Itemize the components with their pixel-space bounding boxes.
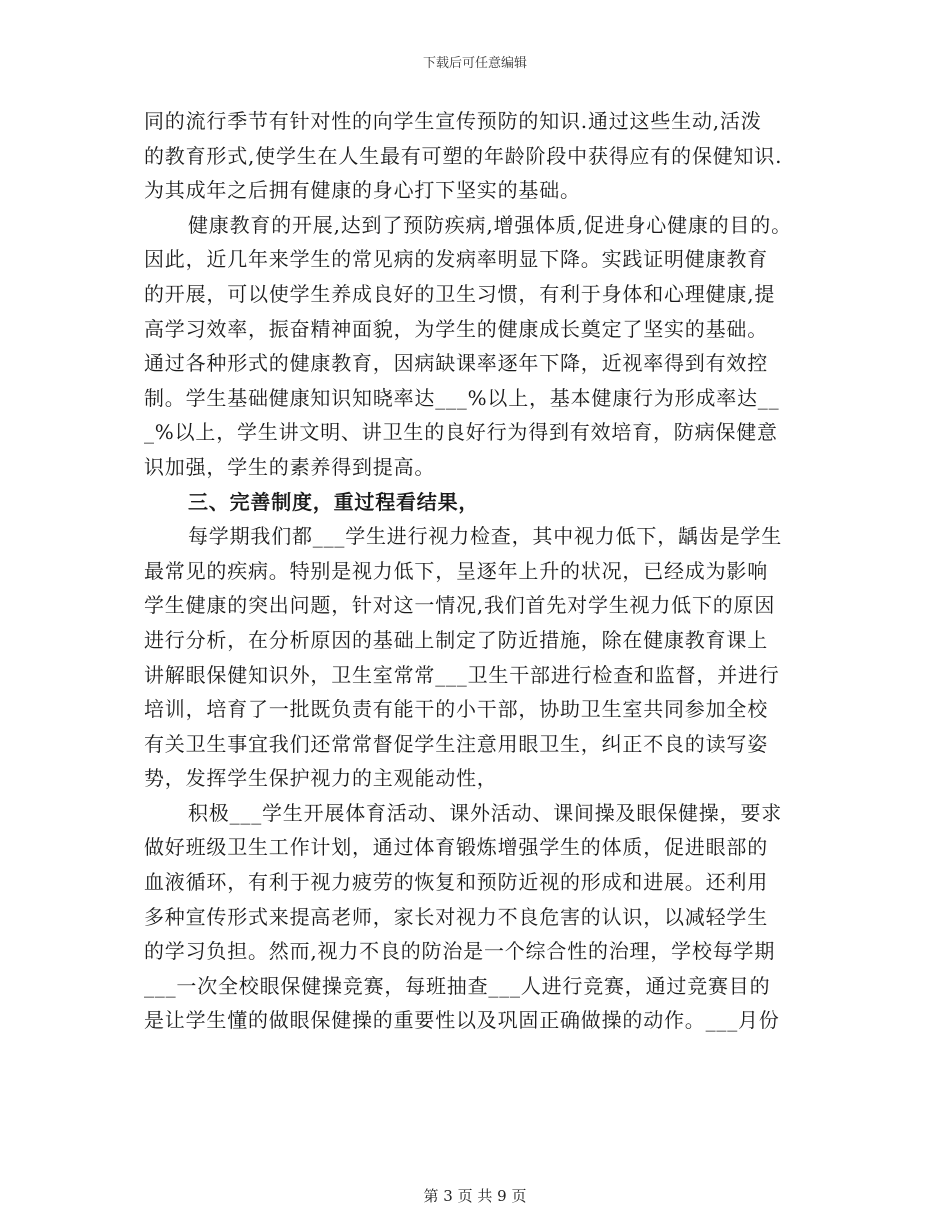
page-header: 下载后可任意编辑	[422, 56, 527, 71]
text-line: 是让学生懂的做眼保健操的重要性以及巩固正确做操的动作。___月份	[144, 1008, 780, 1033]
text-line: 通过各种形式的健康教育，因病缺课率逐年下降，近视率得到有效控	[144, 351, 768, 376]
text-line: 做好班级卫生工作计划，通过体育锻炼增强学生的体质，促进眼部的	[144, 835, 768, 860]
text-line: 培训，培育了一批既负责有能干的小干部，协助卫生室共同参加全校	[144, 697, 768, 722]
text-line: 因此，近几年来学生的常见病的发病率明显下降。实践证明健康教育	[144, 247, 768, 272]
text-line: 进行分析，在分析原因的基础上制定了防近措施，除在健康教育课上	[144, 627, 768, 652]
text-line: _%以上，学生讲文明、讲卫生的良好行为得到有效培育，防病保健意	[144, 420, 778, 445]
text-line: 健康教育的开展,达到了预防疾病,增强体质,促进身心健康的目的。	[188, 212, 792, 237]
text-line: 识加强，学生的素养得到提高。	[144, 454, 436, 479]
text-line: 为其成年之后拥有健康的身心打下坚实的基础。	[144, 178, 581, 203]
text-line: 的开展，可以使学生养成良好的卫生习惯，有利于身体和心理健康,提	[144, 281, 776, 306]
text-line: 同的流行季节有针对性的向学生宣传预防的知识.通过这些生动,活泼	[144, 109, 762, 133]
text-line: 积极___学生开展体育活动、课外活动、课间操及眼保健操，要求	[188, 800, 782, 825]
text-line: 每学期我们都___学生进行视力检查，其中视力低下，龋齿是学生	[188, 524, 782, 549]
text-line: 多种宣传形式来提高老师，家长对视力不良危害的认识，以减轻学生	[144, 904, 768, 929]
text-line: 高学习效率，振奋精神面貌，为学生的健康成长奠定了坚实的基础。	[144, 316, 768, 341]
text-line: 讲解眼保健知识外，卫生室常常___卫生干部进行检查和监督，并进行	[144, 662, 780, 687]
text-line: ___一次全校眼保健操竞赛，每班抽查___人进行竞赛，通过竞赛目的	[144, 973, 771, 998]
text-line: 势，发挥学生保护视力的主观能动性，	[144, 766, 498, 791]
text-line: 的教育形式,使学生在人生最有可塑的年龄阶段中获得应有的保健知识.	[144, 143, 783, 168]
document-body	[144, 104, 824, 1038]
text-line: 的学习负担。然而,视力不良的防治是一个综合性的治理，学校每学期	[144, 939, 776, 964]
page-footer: 第 3 页 共 9 页	[423, 1187, 527, 1205]
section-heading: 三、完善制度，重过程看结果，	[188, 489, 480, 514]
text-line: 学生健康的突出问题，针对这一情况,我们首先对学生视力低下的原因	[144, 593, 776, 618]
text-line: 制。学生基础健康知识知晓率达___%以上，基本健康行为形成率达__	[144, 385, 780, 410]
text-line: 血液循环，有利于视力疲劳的恢复和预防近视的形成和进展。还利用	[144, 870, 768, 895]
text-line: 最常见的疾病。特别是视力低下，呈逐年上升的状况，已经成为影响	[144, 558, 768, 583]
text-line: 有关卫生事宜我们还常常督促学生注意用眼卫生，纠正不良的读写姿	[144, 731, 768, 756]
